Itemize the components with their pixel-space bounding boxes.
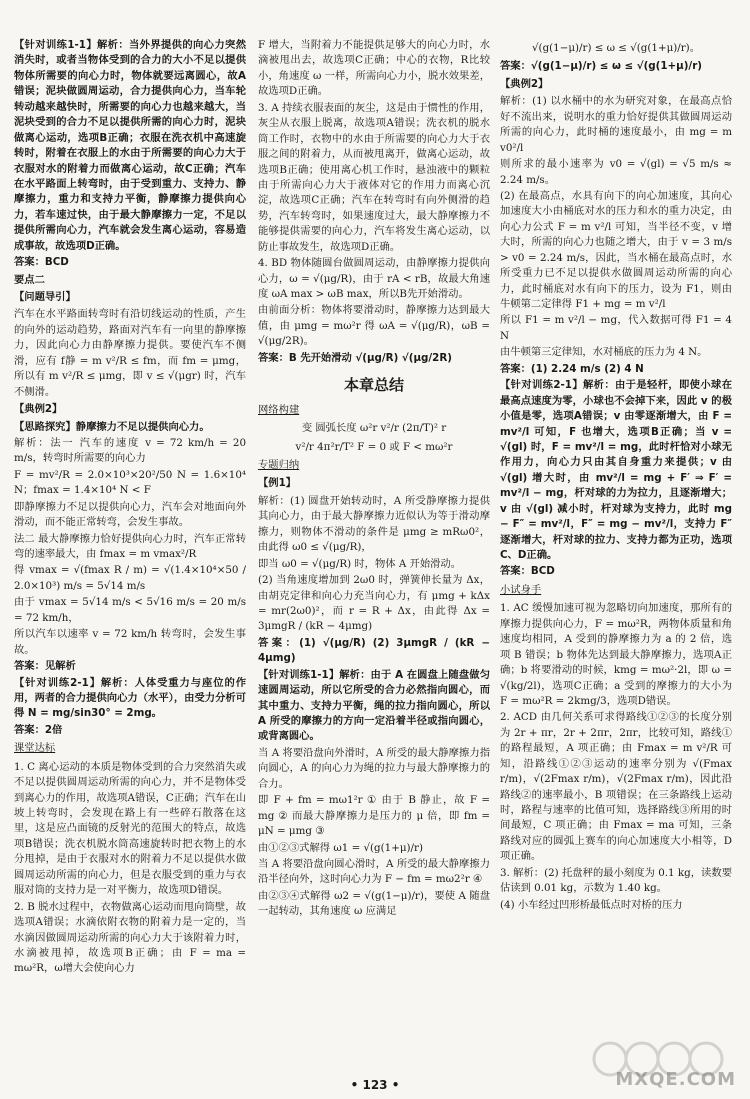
column2-block-3: 由前面分析：物体将要滑动时，静摩擦力达到最大值，由 μmg = mω²r 得 ωA = √(μg/R)，ωB = √(μg/2R)。: [258, 304, 490, 348]
column2-block-8: v²/r 4π²r/T² F = 0 或 F < mω²r: [295, 440, 453, 453]
column1-block-7: 解析：法一 汽车的速度 v = 72 km/h = 20 m/s，转弯时所需要的向心力: [14, 436, 246, 465]
column1-block-5: 【典例2】: [14, 403, 63, 416]
column3-block-6: 所以 F1 = m v²/l − mg，代入数据可得 F1 = 4 N: [500, 314, 732, 342]
column2-block-7: 变 圆弧长度 ω²r v²/r (2π/T)² r: [301, 422, 447, 435]
column2-block-5: 本章总结: [343, 376, 404, 395]
column1-block-14: 答案：见解析: [14, 660, 76, 673]
column3-block-2: 【典例2】: [500, 77, 549, 90]
column3-block-3: 解析：(1) 以水桶中的水为研究对象，在最高点恰好不流出来，说明水的重力恰好提供其做圆周运动所需的向心力，此时桶的速度最小，由 mg = m v0²/l: [500, 95, 732, 154]
column2-block-17: 即 F + fm = mω1²r ① 由于 B 静止，故 F = mg ② 而最大静摩擦力是压力的 μ 倍，即 fm = μN = μmg ③: [258, 794, 490, 838]
column2-block-0: F 增大，当附着力不能提供足够大的向心力时，水滴被甩出去，故选项C正确；中心的衣物，R比较小，角速度 ω 一样，所需向心力小，脱水效果差，故选项D正确。: [258, 39, 490, 98]
column1-block-11: 得 vmax = √(fmax R / m) = √(1.4×10⁴×50 / 2.0×10³) m/s = 5√14 m/s: [14, 564, 246, 592]
column1-block-0: 【针对训练1-1】解析：当外界提供的向心力突然消失时，或者当物体受到的合力的大小不足以提供物体所需要的向心力时，物体就要远离圆心，故A错误；泥块做圆周运动，合力提供向心力，当车轮转动越来越快时，所需要的向心力也越来越大，当泥块受到的合力不足以提供所需的向心力时，泥块做离心运动，选项B正确；衣服在洗衣机中高速旋转时，附着在衣服上的水由于所需要的向心力大于衣服对水的附着力而做离心运动，故C正确；汽车在水平路面上转弯时，由于受到重力、支持力、静摩擦力，重力和支持力平衡，静摩擦力提供向心力，若车速过快，由于最大静摩擦力一定，不足以提供所需向心力，汽车就会发生离心运动，容易造成事故，故选项D正确。: [14, 39, 246, 252]
column1-block-9: 即静摩擦力不足以提供向心力，汽车会对地面向外滑动，而不能正常转弯，会发生事故。: [14, 500, 246, 529]
column2-block-16: 当 A 将要沿盘向外滑时，A 所受的最大静摩擦力指向圆心，A 的向心力为绳的拉力与最大静摩擦力的合力。: [258, 746, 490, 790]
column2-block-10: 【例1】: [258, 477, 297, 490]
column1-block-10: 法二 最大静摩擦力恰好提供向心力时，汽车正常转弯的速率最大，由 fmax = m vmax²/R: [14, 532, 246, 560]
column1-block-6: 【思路探究】静摩擦力不足以提供向心力。: [14, 420, 210, 433]
column3-block-11: 小试身手: [500, 583, 542, 596]
column1-block-8: F = mv²/R = 2.0×10³×20²/50 N = 1.6×10⁴ N；fmax = 1.4×10⁴ N < F: [14, 468, 246, 497]
column2-block-11: 解析：(1) 圆盘开始转动时，A 所受静摩擦力提供其向心力，由于最大静摩擦力近似认为等于滑动摩擦力，则物体不滑动的条件是 μmg ≥ mRω0²，由此得 ω0 ≤ √(μg/R)，: [258, 494, 490, 554]
column2-block-6: 网络构建: [258, 403, 300, 416]
column1-block-1: 答案：BCD: [14, 256, 69, 269]
column3-block-5: (2) 在最高点，水具有向下的向心加速度，其向心加速度大小由桶底对水的压力和水的重力决定，由向心力公式 F = m v²/l 可知，当半径不变，v 增大时，所需的向心力也随之增大，由于 v = 3 m/s > v0 = 2.24 m/s，因此，当水桶在最高点时，水所受重力已不足以提供水做圆周运动所需的向心力，此时桶底对水有向下的压力，设为 F1，则由牛顿第二定律得 F1 + mg = m v²/l: [500, 189, 732, 310]
column1-block-16: 答案：2倍: [14, 723, 63, 736]
column1-block-2: 要点二: [14, 273, 45, 286]
column2-block-14: 答案：(1) √(μg/R) (2) 3μmgR / (kR − 4μmg): [258, 636, 490, 665]
column2-block-19: 当 A 将要沿盘向圆心滑时，A 所受的最大静摩擦力沿半径向外，这时向心力为 F − fm = mω2²r ④: [258, 857, 490, 886]
column3-block-12: 1. AC 缓慢加速可视为忽略切向加速度，那所有的摩擦力提供向心力，F = mω²R，两物体质量和角速度均相同，A 受到的静摩擦力为 a 的 2 倍，选项 B 错误；b 物体先达到最大静摩擦力，选项A正确；b 将要滑动的时候，kmg = mω²·2l，即 ω = √(kg/2l)，选项C正确；a 受到的摩擦力的大小为 F = mω²R = 2kmg/3，选项D错误。: [500, 602, 732, 707]
column2-block-1: 3. A 持续衣服表面的灰尘，这是由于惯性的作用，灰尘从衣服上脱离，故选项A错误；洗衣机的脱水筒工作时，衣物中的水由于所需要的向心力大于衣服之间的附着力，从而被甩离开，做离心运动，故选项B正确；使用离心机工作时，悬浊液中的颗粒由于所需向心力大于液体对它的作用力而离心沉淀，故选项C正确；汽车在转弯时有向外侧滑的趋势，汽车转弯时，如果速度过大，最大静摩擦力不能够提供需要的向心力，汽车将发生离心运动，以防止事故发生，故选项D正确。: [258, 101, 490, 253]
column-3: [500, 38, 732, 914]
column2-block-15: 【针对训练1-1】解析：由于 A 在圆盘上随盘做匀速圆周运动，所以它所受的合力必然指向圆心，而其中重力、支持力平衡，绳的拉力指向圆心，所以 A 所受的摩擦力的方向一定沿着半径或指向圆心，或背离圆心。: [258, 668, 490, 743]
column2-block-18: 由①②③式解得 ω1 = √(g(1+μ)/r): [258, 841, 423, 854]
column2-block-4: 答案：B 先开始滑动 √(μg/R) √(μg/2R): [258, 351, 452, 364]
column3-block-15: (4) 小车经过凹形桥最低点时对桥的压力: [500, 898, 683, 911]
column1-block-13: 所以汽车以速率 v = 72 km/h 转弯时，会发生事故。: [14, 628, 246, 656]
column1-block-18: 1. C 离心运动的本质是物体受到的合力突然消失或不足以提供圆周运动所需的向心力，并不是物体受到离心力的作用，故选项A错误，C正确；汽车在山坡上转弯时，会发现在路上有一些碎石散落在这里，这是应凸面镜的反射光的范围大的特点，故选项B错误；洗衣机脱水筒高速旋转时把衣物上的水分甩掉，是由于衣服对水的附着力不足以提供水做圆周运动所需的向心力，但是衣服受到的重力与衣服对筒的支持力是一对平衡力，故选项D错误。: [14, 760, 246, 897]
column-2: [258, 38, 490, 921]
column-1: [14, 38, 246, 978]
column2-block-13: (2) 当角速度增加到 2ω0 时，弹簧伸长量为 Δx，由胡克定律和向心力充当向心力，有 μmg + kΔx = mr(2ω0)²，而 r = R + Δx，由此得 Δx = 3μmgR / (kR − 4μmg): [258, 574, 490, 633]
page-number: • 123 •: [350, 1078, 400, 1092]
watermark-text: MXQE.COM: [615, 1069, 736, 1090]
column3-block-8: 答案：(1) 2.24 m/s (2) 4 N: [500, 362, 644, 375]
column1-block-12: 由于 vmax = 5√14 m/s < 5√16 m/s = 20 m/s = 72 km/h，: [14, 596, 246, 624]
column3-block-1: 答案：√(g(1−μ)/r) ≤ ω ≤ √(g(1+μ)/r): [500, 60, 702, 73]
column3-block-7: 由牛顿第三定律知，水对桶底的压力为 4 N。: [500, 346, 708, 359]
column2-block-12: 即当 ω0 = √(μg/R) 时，物体 A 开始滑动。: [258, 557, 462, 570]
column3-block-4: 则所求的最小速率为 v0 = √(gl) = √5 m/s ≈ 2.24 m/s。: [500, 158, 732, 186]
column2-block-9: 专题归纳: [258, 459, 300, 471]
column3-block-13: 2. ACD 由几何关系可求得路线①②③的长度分别为 2r + πr，2r + 2πr，2πr，比较可知，路线①的路程最短，A 项正确；由 Fmax = m v²/R 可知，沿路线①②③运动的速率分别为 √(Fmax r/m)，√(2Fmax r/m)，√(2Fmax r/m)，因此沿路线②的速率最小，B 项错误；在三条路线上运动时，路程与速率的比值可知，选择路线③所用的时间最短，C 项正确；由 Fmax = ma 可知，三条路线对应的圆弧上赛车的向心加速度大小相等，D 项正确。: [500, 711, 732, 863]
column1-block-15: 【针对训练2-1】解析：人体受重力与座位的作用，两者的合力提供向心力（水平），由受力分析可得 N = mg/sin30° = 2mg。: [14, 676, 246, 720]
column3-block-0: √(g(1−μ)/r) ≤ ω ≤ √(g(1+μ)/r)。: [531, 42, 700, 54]
column3-block-10: 答案：BCD: [500, 565, 555, 578]
column2-block-20: 由②③④式解得 ω2 = √(g(1−μ)/r)，要使 A 随盘一起转动，其角速度 ω 应满足: [258, 889, 490, 918]
column1-block-17: 课堂达标: [14, 742, 56, 755]
column2-block-2: 4. BD 物体随圆台做圆周运动，由静摩擦力提供向心力，ω = √(μg/R)，由于 rA < rB，故最大角速度 ωA max > ωB max，所以B先开始滑动。: [258, 257, 490, 300]
column3-block-9: 【针对训练2-1】解析：由于是轻杆，即使小球在最高点速度为零，小球也不会掉下来，因此 v 的极小值是零，选项A错误；v 由零逐渐增大，由 F = mv²/l 可知，F 也增大，选项B正确；当 v = √(gl) 时，F = mv²/l = mg，此时杆恰对小球无作用力，向心力只由其自身重力来提供；v 由 √(gl) 增大时，由 mv²/l = mg + F′ ⇒ F′ = mv²/l − mg，杆对球的力为拉力，且逐渐增大；v 由 √(gl) 减小时，杆对球为支持力，此时 mg − F″ = mv²/l，F″ = mg − mv²/l，支持力 F″ 逐渐增大，杆对球的拉力、支持力都为正功，选项C、D正确。: [500, 379, 732, 561]
column3-block-14: 3. 解析：(2) 托盘秤的最小刻度为 0.1 kg，读数要估读到 0.01 kg，示数为 1.40 kg。: [500, 866, 732, 895]
column1-block-3: 【问题导引】: [14, 291, 76, 303]
column1-block-19: 2. B 脱水过程中，衣物做离心运动而甩向筒壁，故选项A错误；水滴依附衣物的附着力是一定的，当水滴因做圆周运动所需的向心力大于该附着力时，水滴被甩掉，故选项B正确；由 F = ma = mω²R，ω增大会使向心力: [14, 900, 246, 975]
column1-block-4: 汽车在水平路面转弯时有沿切线运动的性质，产生的向外的运动趋势，路面对汽车有一向里的静摩擦力，因此向心力由静摩擦力提供。要使汽车不侧滑，应有 f静 = m v²/R ≤ fm，而 fm = μmg，所以有 m v²/R ≤ μmg，即 v ≤ √(μgr) 时，汽车不侧滑。: [14, 308, 246, 398]
